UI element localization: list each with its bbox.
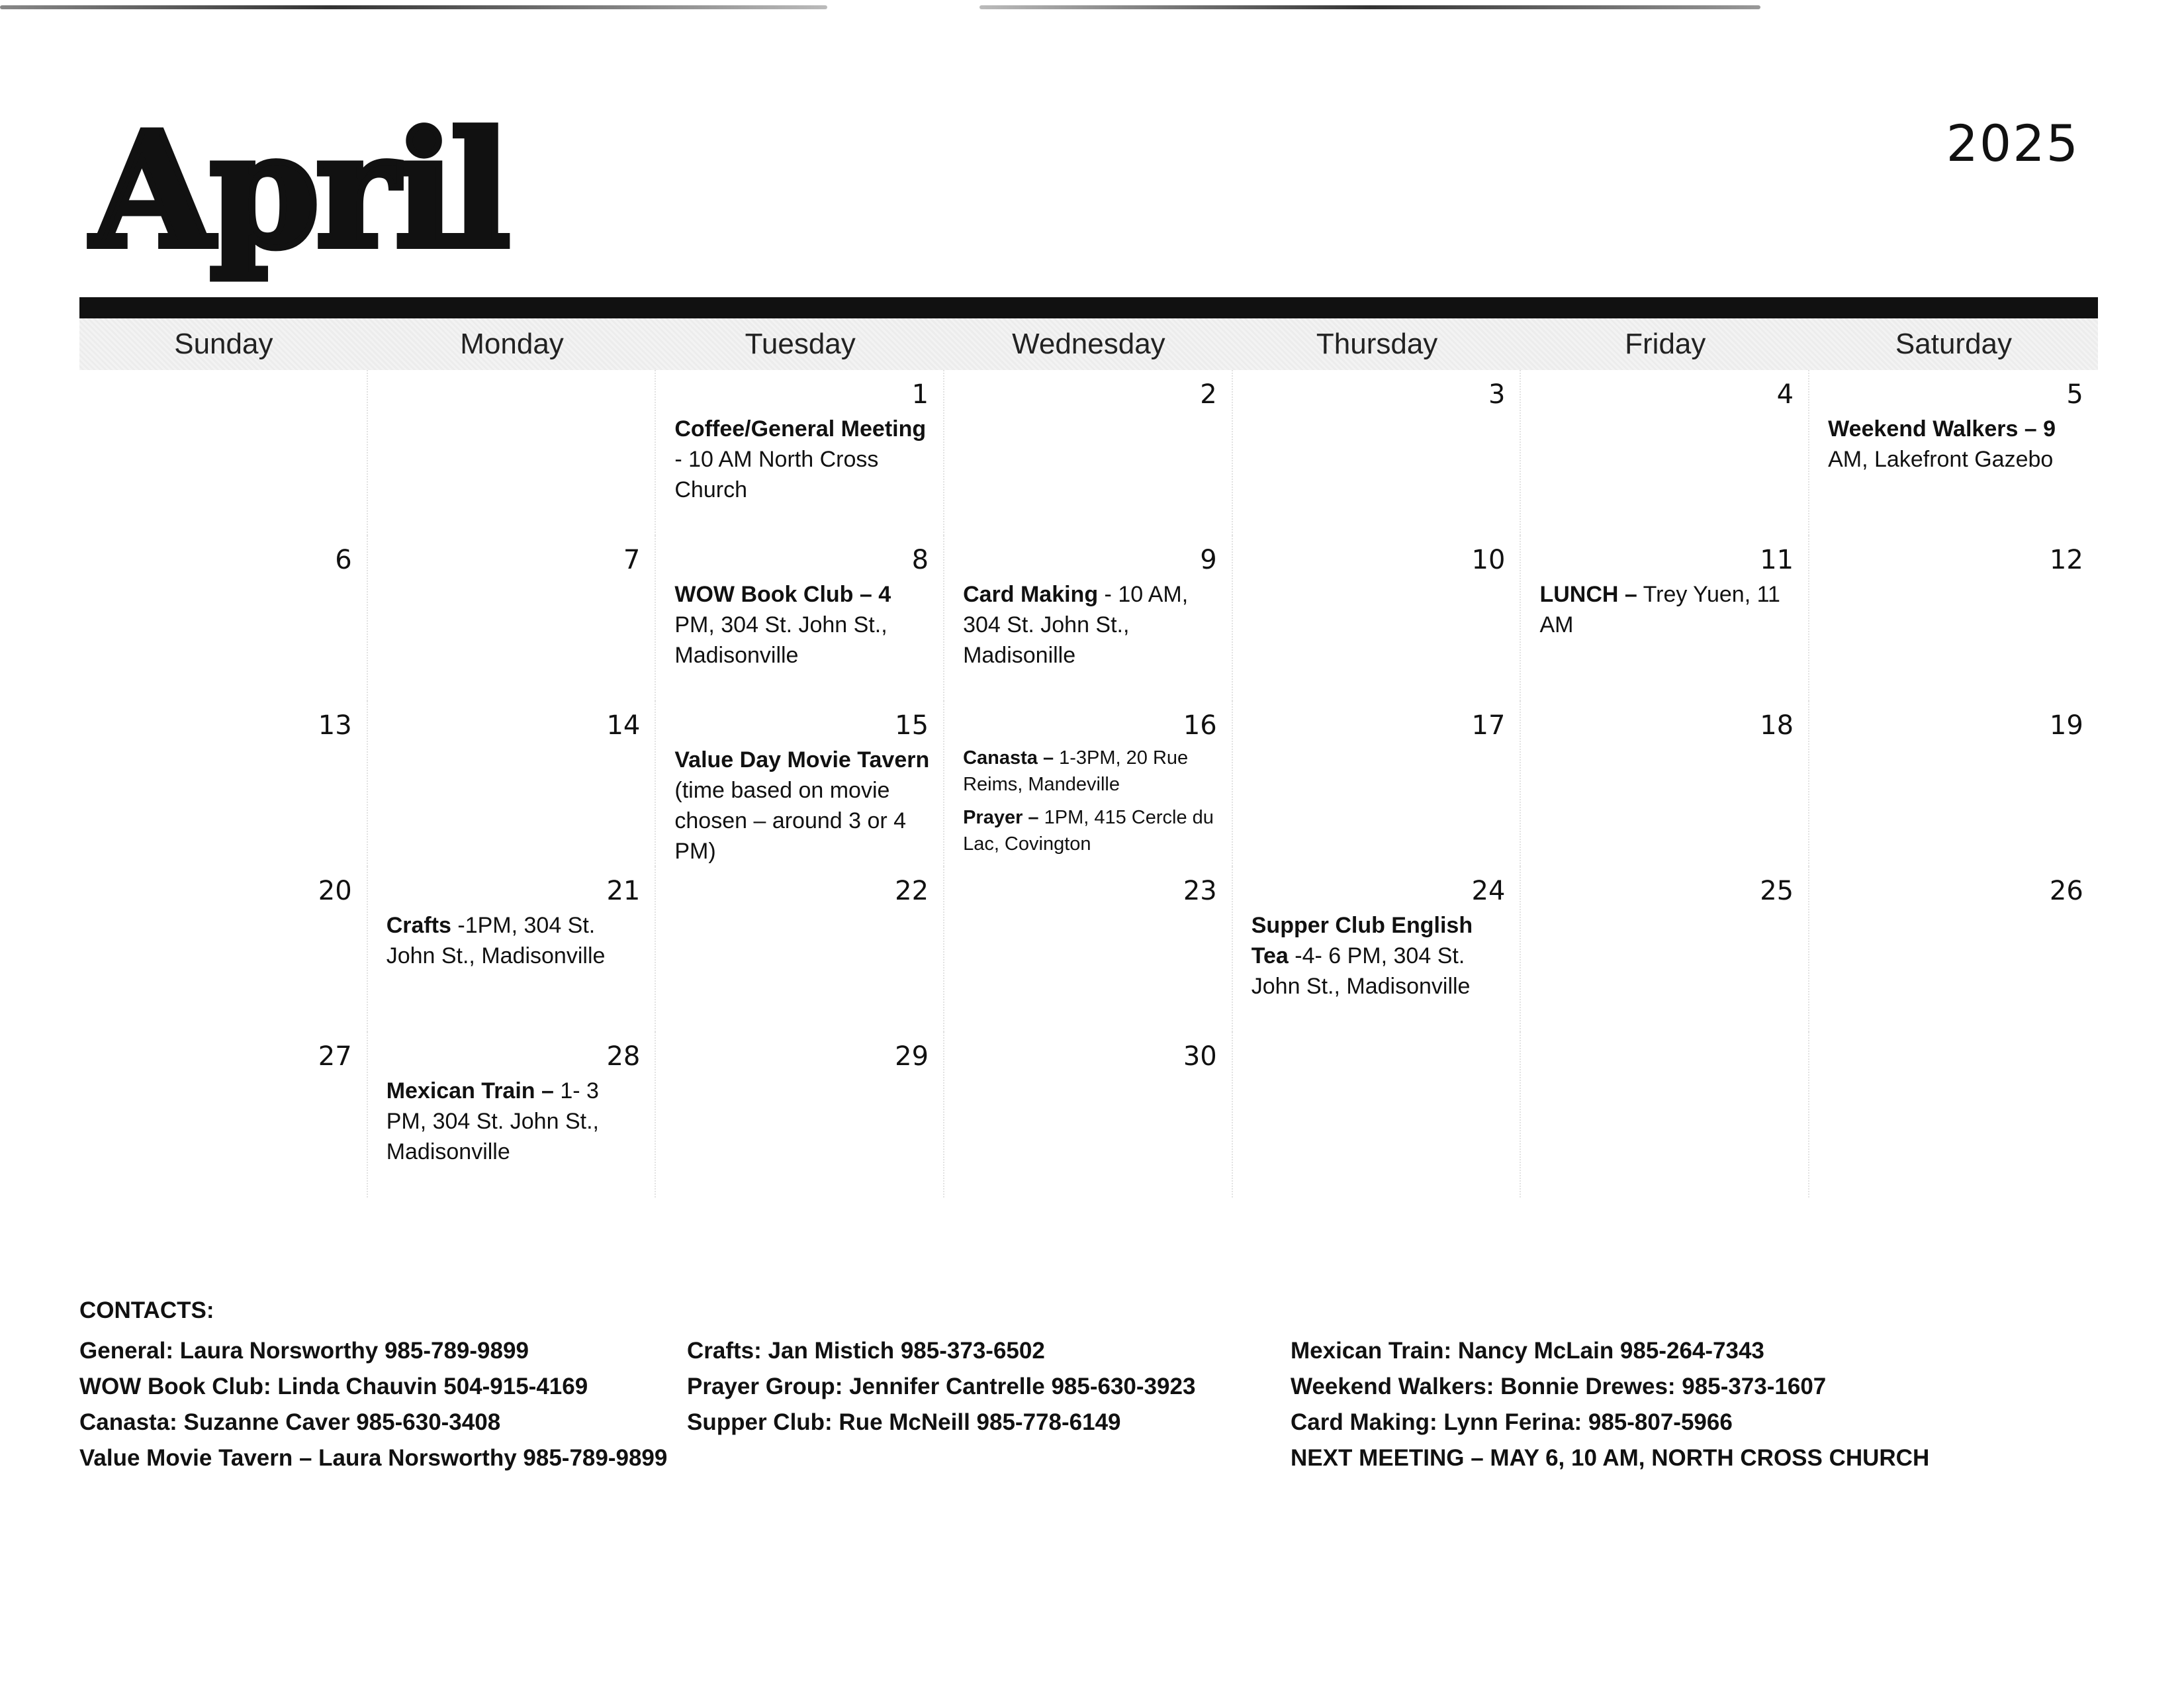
day-number: 30 (1183, 1041, 1217, 1072)
contact-line: Weekend Walkers: Bonnie Drewes: 985-373-1607 (1291, 1374, 1827, 1399)
day-number: 6 (335, 545, 352, 575)
weekday-tuesday: Tuesday (745, 328, 856, 360)
event-detail: - 10 AM, 304 St. John St., Madisonille (963, 582, 1189, 668)
day-number: 14 (606, 710, 641, 741)
calendar-event (963, 579, 1220, 671)
scan-shadow-right (979, 5, 1760, 9)
day-number: 19 (2049, 710, 2083, 741)
day-cell-22 (656, 867, 944, 1032)
day-cell-30 (944, 1032, 1233, 1197)
day-number: 1 (911, 379, 929, 410)
day-cell-8 (656, 536, 944, 701)
day-number: 8 (911, 545, 929, 575)
day-number: 10 (1471, 545, 1506, 575)
event-title: Value Day Movie Tavern (674, 747, 930, 773)
contact-line: Value Movie Tavern – Laura Norsworthy 985-789-9899 (79, 1445, 668, 1471)
day-number: 4 (1776, 379, 1794, 410)
day-number: 7 (623, 545, 641, 575)
day-cell-10 (1233, 536, 1522, 701)
day-number: 12 (2049, 545, 2083, 575)
contact-line: Mexican Train: Nancy McLain 985-264-7343 (1291, 1338, 1764, 1364)
day-number: 13 (318, 710, 352, 741)
contact-line: NEXT MEETING – MAY 6, 10 AM, NORTH CROSS CHURCH (1291, 1445, 1930, 1471)
weekday-monday: Monday (460, 328, 564, 360)
week-row (79, 370, 2098, 536)
weekday-friday: Friday (1625, 328, 1706, 360)
day-cell-16 (944, 701, 1233, 867)
weekday-header-row (79, 318, 2098, 370)
day-cell-24 (1233, 867, 1522, 1032)
day-number: 27 (318, 1041, 352, 1072)
calendar-event (674, 745, 931, 867)
calendar-event (387, 1076, 643, 1167)
empty-day-cell (368, 370, 657, 536)
day-number: 29 (895, 1041, 929, 1072)
event-title: Canasta – (963, 747, 1054, 769)
calendar-event (387, 910, 643, 971)
day-cell-27 (79, 1032, 368, 1197)
month-title: April (91, 99, 507, 283)
event-title: Prayer – (963, 807, 1039, 828)
contact-line: WOW Book Club: Linda Chauvin 504-915-4169 (79, 1374, 588, 1399)
event-detail: 1-3PM, 20 Rue Reims, Mandeville (963, 747, 1189, 795)
day-cell-28 (368, 1032, 657, 1197)
calendar-event (963, 745, 1220, 798)
day-number: 3 (1488, 379, 1506, 410)
day-number: 21 (606, 876, 641, 906)
day-cell-26 (1809, 867, 2098, 1032)
day-cell-11 (1521, 536, 1809, 701)
day-cell-19 (1809, 701, 2098, 867)
contacts-column-3 (1291, 1333, 1929, 1476)
weekday-wednesday: Wednesday (1012, 328, 1165, 360)
day-cell-29 (656, 1032, 944, 1197)
day-number: 26 (2049, 876, 2083, 906)
day-cell-3 (1233, 370, 1522, 536)
day-number: 25 (1760, 876, 1794, 906)
event-title: Mexican Train – (386, 1078, 554, 1103)
day-number: 24 (1471, 876, 1506, 906)
day-cell-14 (368, 701, 657, 867)
weekday-thursday: Thursday (1316, 328, 1438, 360)
day-cell-17 (1233, 701, 1522, 867)
calendar-event (674, 414, 931, 505)
day-cell-25 (1521, 867, 1809, 1032)
calendar-event (963, 804, 1220, 857)
week-row (79, 536, 2098, 701)
day-number: 2 (1200, 379, 1217, 410)
event-detail: 1- 3 PM, 304 St. John St., Madisonville (386, 1078, 599, 1164)
empty-day-cell (1809, 1032, 2098, 1197)
contact-line: Card Making: Lynn Ferina: 985-807-5966 (1291, 1409, 1733, 1435)
day-cell-7 (368, 536, 657, 701)
calendar-event (1828, 414, 2086, 475)
empty-day-cell (1521, 1032, 1809, 1197)
week-row (79, 701, 2098, 867)
week-row (79, 867, 2098, 1032)
day-number: 20 (318, 876, 352, 906)
day-cell-13 (79, 701, 368, 867)
day-number: 16 (1183, 710, 1217, 741)
calendar-grid (79, 318, 2098, 1197)
contacts-column-2 (687, 1333, 1195, 1440)
day-number: 17 (1471, 710, 1506, 741)
weekday-sunday: Sunday (174, 328, 273, 360)
calendar-event (674, 579, 931, 671)
event-detail: - 10 AM North Cross Church (674, 447, 879, 502)
day-cell-23 (944, 867, 1233, 1032)
event-detail: -4- 6 PM, 304 St. John St., Madisonville (1251, 943, 1471, 999)
day-cell-1 (656, 370, 944, 536)
event-title: WOW Book Club – 4 (674, 582, 891, 607)
day-number: 15 (895, 710, 929, 741)
contact-line: Crafts: Jan Mistich 985-373-6502 (687, 1338, 1045, 1364)
empty-day-cell (1233, 1032, 1522, 1197)
day-number: 9 (1200, 545, 1217, 575)
contact-line: Supper Club: Rue McNeill 985-778-6149 (687, 1409, 1121, 1435)
calendar-event (1539, 579, 1796, 640)
event-title: LUNCH – (1539, 582, 1637, 607)
calendar-event (1251, 910, 1508, 1002)
day-number: 28 (606, 1041, 641, 1072)
scan-edge (0, 0, 2184, 11)
event-title: Card Making (963, 582, 1099, 607)
day-number: 22 (895, 876, 929, 906)
year-label: 2025 (1946, 114, 2079, 173)
event-detail: PM, 304 St. John St., Madisonville (674, 612, 887, 668)
event-title: Supper Club English Tea (1251, 913, 1473, 968)
day-cell-2 (944, 370, 1233, 536)
event-title: Coffee/General Meeting (674, 416, 927, 442)
event-detail: (time based on movie chosen – around 3 or 4 PM) (674, 778, 907, 864)
day-cell-5 (1809, 370, 2098, 536)
day-cell-21 (368, 867, 657, 1032)
day-number: 11 (1760, 545, 1794, 575)
event-title: Weekend Walkers – 9 (1828, 416, 2056, 442)
event-detail: 1PM, 415 Cercle du Lac, Covington (963, 807, 1214, 855)
contacts-column-1 (79, 1333, 667, 1476)
header-rule (79, 297, 2098, 318)
day-cell-18 (1521, 701, 1809, 867)
week-row (79, 1032, 2098, 1197)
empty-day-cell (79, 370, 368, 536)
day-number: 18 (1760, 710, 1794, 741)
weekday-saturday: Saturday (1895, 328, 2013, 360)
day-cell-6 (79, 536, 368, 701)
contact-line: General: Laura Norsworthy 985-789-9899 (79, 1338, 529, 1364)
day-cell-20 (79, 867, 368, 1032)
day-cell-4 (1521, 370, 1809, 536)
day-cell-9 (944, 536, 1233, 701)
day-cell-15 (656, 701, 944, 867)
day-number: 23 (1183, 876, 1217, 906)
event-title: Crafts (386, 913, 451, 938)
day-number: 5 (2066, 379, 2083, 410)
scan-shadow-left (0, 5, 827, 9)
event-detail: Trey Yuen, 11 AM (1539, 582, 1780, 637)
contact-line: Canasta: Suzanne Caver 985-630-3408 (79, 1409, 501, 1435)
contacts-title: CONTACTS: (79, 1297, 214, 1323)
event-detail: -1PM, 304 St. John St., Madisonville (386, 913, 606, 968)
event-detail: AM, Lakefront Gazebo (1828, 447, 2054, 472)
contact-line: Prayer Group: Jennifer Cantrelle 985-630-3923 (687, 1374, 1196, 1399)
day-cell-12 (1809, 536, 2098, 701)
